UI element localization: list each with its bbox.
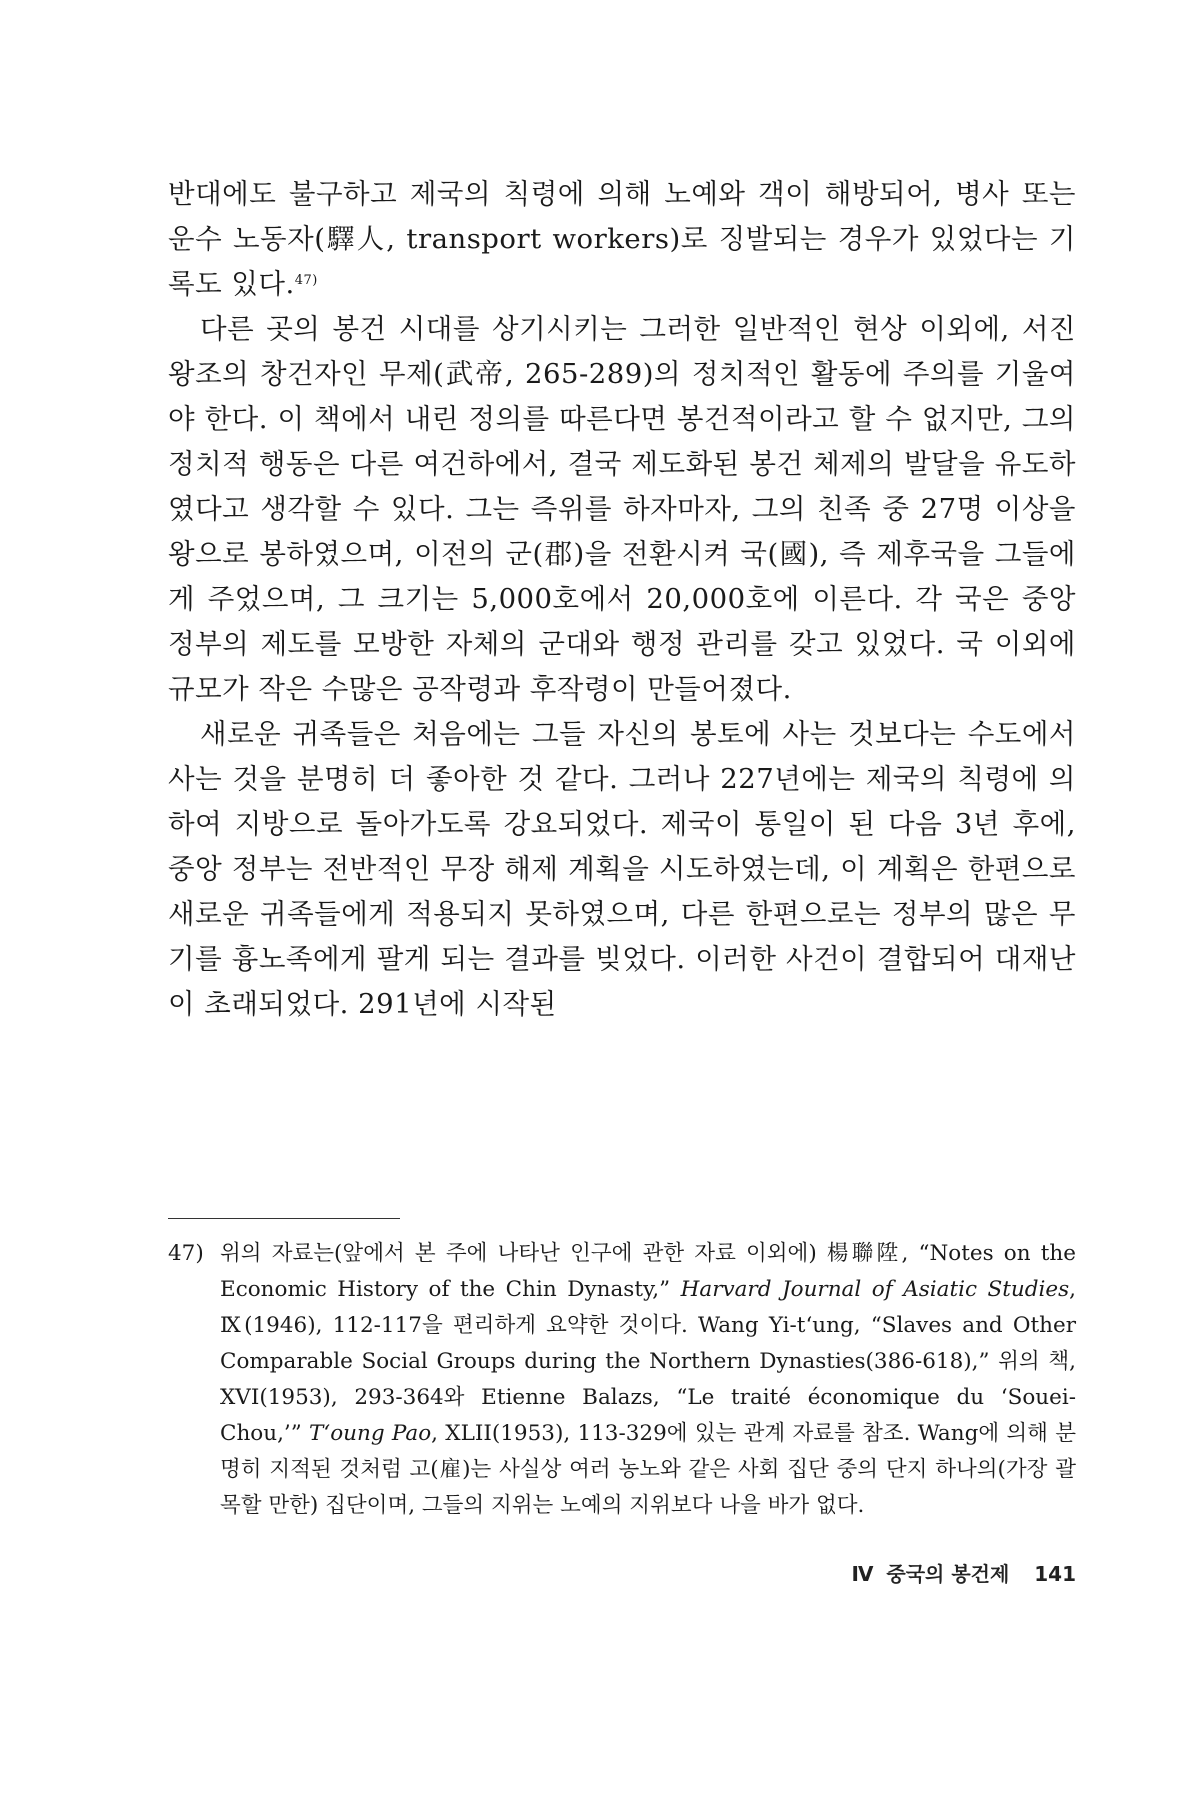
footnote-reference[interactable]: 47)	[294, 273, 318, 288]
footnote-text-1: 위의 자료는(앞에서 본 주에 나타난 인구에 관한 자료 이외에) 楊聯陞, “Notes on the Economic History of the Chin Dynasty,”	[220, 1241, 1076, 1302]
paragraph-1	[168, 172, 1076, 307]
chapter-title: 중국의 봉건제	[886, 1562, 1010, 1586]
footnote-47	[168, 1236, 1076, 1524]
paragraph-1-text: 반대에도 불구하고 제국의 칙령에 의해 노예와 객이 해방되어, 병사 또는 운수 노동자(驛人, transport workers)로 징발되는 경우가 있었다는 기록도 있다.	[168, 178, 1076, 300]
chapter-numeral: Ⅳ	[851, 1562, 874, 1586]
journal-title-toung-pao: T‘oung Pao	[309, 1421, 432, 1446]
footnote-divider	[168, 1218, 400, 1219]
running-footer	[845, 1558, 1076, 1587]
page-number: 141	[1034, 1562, 1076, 1586]
main-text	[168, 172, 1076, 1027]
paragraph-3: 새로운 귀족들은 처음에는 그들 자신의 봉토에 사는 것보다는 수도에서 사는 것을 분명히 더 좋아한 것 같다. 그러나 227년에는 제국의 칙령에 의하여 지방으로 돌아가도록 강요되었다. 제국이 통일이 된 다음 3년 후에, 중앙 정부는 전반적인 무장 해제 계획을 시도하였는데, 이 계획은 한편으로 새로운 귀족들에게 적용되지 못하였으며, 다른 한편으로는 정부의 많은 무기를 흉노족에게 팔게 되는 결과를 빚었다. 이러한 사건이 결합되어 대재난이 초래되었다. 291년에 시작된	[168, 718, 1076, 1020]
footnote-text-2: , Ⅸ(1946), 112-117을 편리하게 요약한 것이다. Wang Yi-t‘ung, “Slaves and Other Comparable Social Groups during the Northern Dynasties(386-618),” 위의 책, XVI(1953), 293-364와 Etienne Balazs, “Le traité économique du ‘Souei-Chou,’”	[220, 1277, 1077, 1446]
paragraph-2: 다른 곳의 봉건 시대를 상기시키는 그러한 일반적인 현상 이외에, 서진 왕조의 창건자인 무제(武帝, 265-289)의 정치적인 활동에 주의를 기울여야 한다. 이 책에서 내린 정의를 따른다면 봉건적이라고 할 수 없지만, 그의 정치적 행동은 다른 여건하에서, 결국 제도화된 봉건 체제의 발달을 유도하였다고 생각할 수 있다. 그는 즉위를 하자마자, 그의 친족 중 27명 이상을 왕으로 봉하였으며, 이전의 군(郡)을 전환시켜 국(國), 즉 제후국을 그들에게 주었으며, 그 크기는 5,000호에서 20,000호에 이른다. 각 국은 중앙 정부의 제도를 모방한 자체의 군대와 행정 관리를 갖고 있었다. 국 이외에 규모가 작은 수많은 공작령과 후작령이 만들어졌다.	[168, 313, 1076, 705]
footnote-body	[220, 1236, 1076, 1524]
journal-title-harvard: Harvard Journal of Asiatic Studies	[680, 1277, 1070, 1302]
footnote-number: 47)	[168, 1241, 204, 1266]
footnote-text-3: , XLII(1953), 113-329에 있는 관계 자료를 참조. Wang에 의해 분명히 지적된 것처럼 고(雇)는 사실상 여러 농노와 같은 사회 집단 중의 단지 하나의(가장 괄목할 만한) 집단이며, 그들의 지위는 노예의 지위보다 나을 바가 없다.	[220, 1421, 1076, 1518]
